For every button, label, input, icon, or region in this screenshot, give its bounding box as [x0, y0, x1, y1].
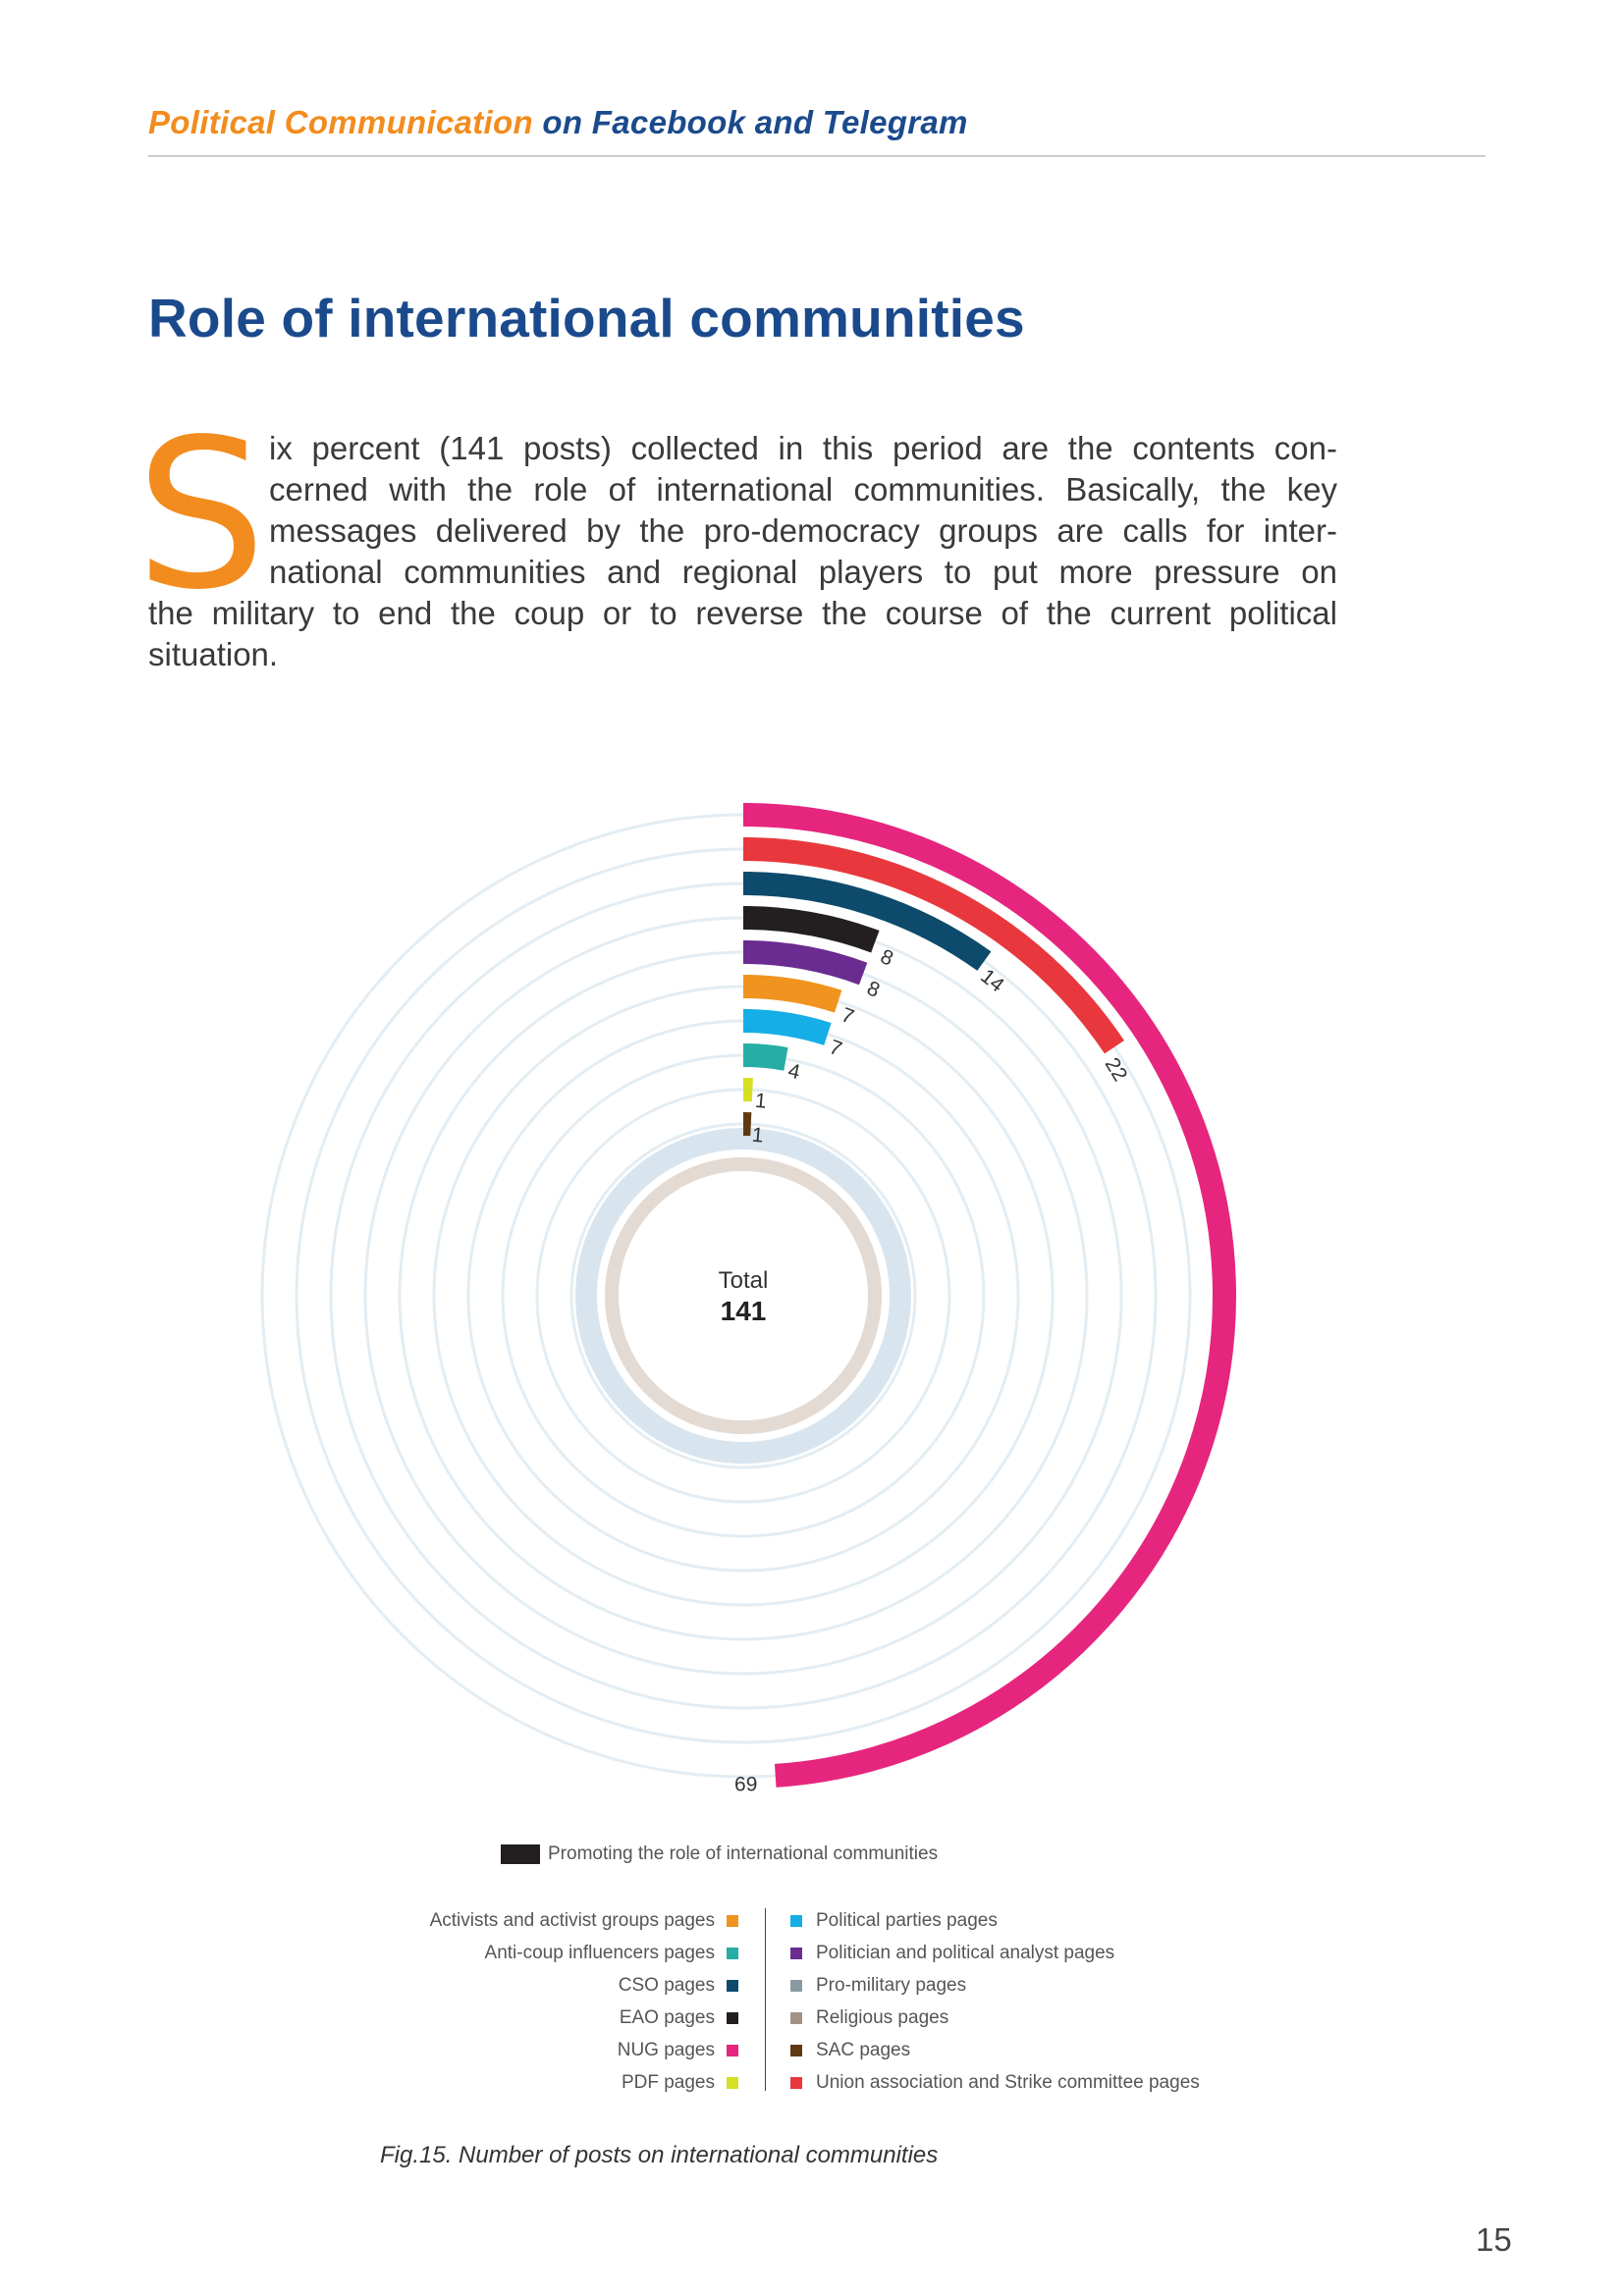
value-label: 4: [785, 1059, 803, 1085]
legend-item: [790, 1937, 1340, 1969]
bar-eao-pages: [743, 918, 875, 941]
legend-swatch: [790, 2045, 802, 2056]
value-label: 1: [753, 1089, 768, 1113]
legend-item: [790, 2066, 1340, 2099]
bar-political-parties-pages: [743, 1021, 828, 1035]
value-label: 1: [750, 1123, 765, 1148]
legend-swatch: [727, 1948, 738, 1959]
paragraph-line: ix percent (141 posts) collected in this period are the contents con-: [269, 430, 1337, 466]
bar-activists-and-activist-groups-pages: [743, 987, 839, 1001]
page-number: 15: [1476, 2221, 1512, 2258]
legend-swatch: [790, 1980, 802, 1992]
value-label: 7: [826, 1036, 845, 1061]
legend-label: NUG pages: [617, 2039, 715, 2060]
legend-label: Religious pages: [816, 2006, 949, 2028]
legend-item: [790, 2002, 1340, 2034]
figure-caption: Fig.15. Number of posts on international communities: [380, 2142, 939, 2168]
legend-swatch: [790, 1948, 802, 1959]
legend-label: CSO pages: [618, 1974, 715, 1996]
value-label: 8: [877, 944, 897, 971]
legend-label: Pro-military pages: [816, 1974, 967, 1996]
center-label: Total: [718, 1267, 769, 1294]
legend-swatch: [790, 2077, 802, 2089]
legend-swatch: [727, 1980, 738, 1992]
radial-bar-chart: [0, 746, 1624, 1836]
legend-swatch: [727, 2012, 738, 2024]
legend-label: SAC pages: [816, 2039, 911, 2060]
center-total-value: 141: [720, 1296, 767, 1326]
paragraph-line: national communities and regional players to put more pressure on: [269, 554, 1337, 590]
legend-item: [295, 1937, 738, 1969]
legend-item: [790, 1904, 1340, 1937]
legend-swatch: [790, 2012, 802, 2024]
drop-cap: S: [135, 395, 267, 635]
paragraph-line: messages delivered by the pro-democracy groups are calls for inter-: [269, 512, 1337, 549]
legend-swatch: [790, 1915, 802, 1927]
legend-label: EAO pages: [619, 2006, 715, 2028]
paragraph-line: the military to end the coup or to reverse the course of the current political: [148, 595, 1337, 631]
header-title-part1: Political Communication: [148, 104, 533, 140]
paragraph-line: situation.: [148, 636, 279, 672]
legend-right-column: [790, 1904, 1340, 2099]
legend-item: [295, 2002, 738, 2034]
series-legend: [501, 1843, 938, 1865]
legend-item: [790, 1969, 1340, 2002]
header-divider: [148, 155, 1486, 157]
series-legend-label: Promoting the role of international communities: [548, 1843, 939, 1864]
value-label: 8: [863, 977, 884, 1002]
value-label: 7: [838, 1003, 857, 1030]
legend-item: [790, 2034, 1340, 2066]
legend-left-column: [295, 1904, 738, 2099]
legend-label: Union association and Strike committee pages: [816, 2071, 1200, 2093]
series-swatch: [501, 1844, 540, 1864]
value-label: 69: [734, 1773, 758, 1796]
legend-swatch: [727, 2045, 738, 2056]
value-label: 22: [1100, 1053, 1132, 1086]
legend-item: [295, 1904, 738, 1937]
legend-item: [295, 2066, 738, 2099]
legend-label: Activists and activist groups pages: [429, 1909, 715, 1931]
header-title-part2: on Facebook and Telegram: [532, 104, 968, 140]
legend-swatch: [727, 1915, 738, 1927]
legend-label: PDF pages: [621, 2071, 715, 2093]
paragraph-line: cerned with the role of international communities. Basically, the key: [269, 471, 1337, 507]
running-header: [148, 104, 1486, 141]
bar-politician-and-political-analyst-pages: [743, 952, 863, 974]
legend-label: Politician and political analyst pages: [816, 1942, 1115, 1963]
legend-item: [295, 2034, 738, 2066]
legend-divider: [765, 1908, 766, 2091]
legend-label: Anti-coup influencers pages: [484, 1942, 715, 1963]
chart-value-labels: [734, 945, 1131, 1796]
legend-label: Political parties pages: [816, 1909, 998, 1931]
legend-swatch: [727, 2077, 738, 2089]
bar-anti-coup-influencers-pages: [743, 1055, 785, 1059]
legend-item: [295, 1969, 738, 2002]
value-label: 14: [976, 964, 1008, 997]
section-title: Role of international communities: [148, 288, 1025, 348]
